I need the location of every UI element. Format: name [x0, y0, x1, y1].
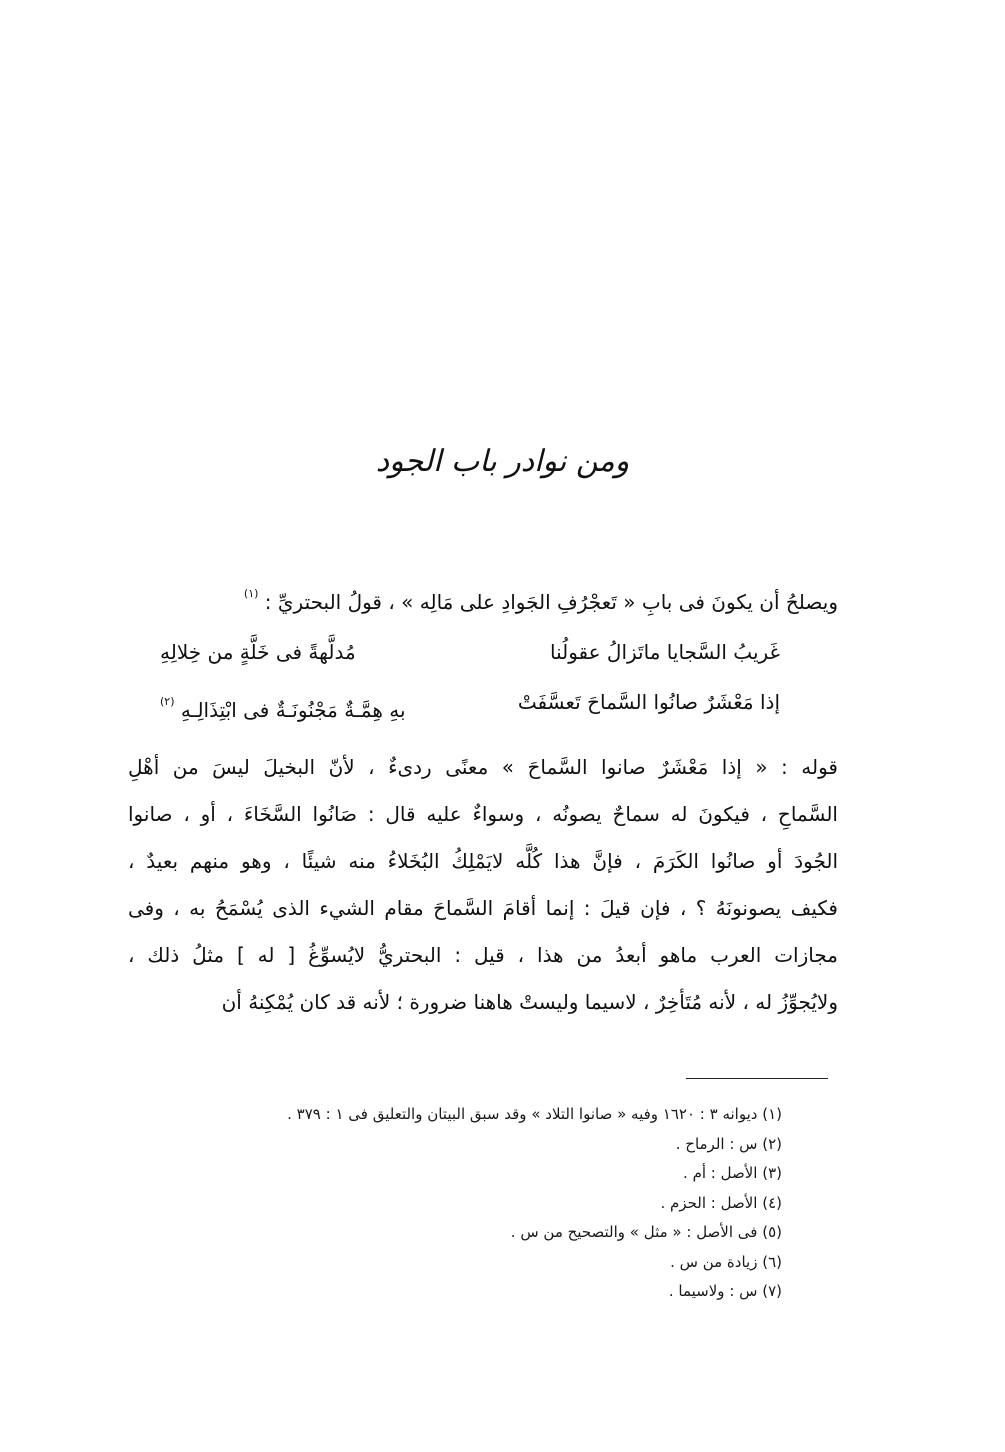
footnote-divider [686, 1078, 828, 1079]
footnotes [160, 1100, 782, 1307]
footnote-2: (٢) س : الرماح . [675, 1134, 782, 1153]
paragraph-line: مجازات العرب ماهو أبعدُ من هذا ، قيل : البحتريُّ لايُسوِّغُ [ له ] مثلُ ذلك ، [128, 943, 838, 967]
footnote-4: (٤) الأصل : الحزم . [660, 1193, 782, 1212]
intro-line [128, 572, 838, 624]
footnote-marker-1: (١) [243, 587, 259, 600]
verse-1 [160, 632, 780, 672]
footnote-1: (١) ديوانه ٣ : ١٦٢٠ وفيه « صانوا التلاد » وقد سبق البيتان والتعليق فى ١ : ٣٧٩ . [287, 1105, 782, 1123]
verse-1-first-hemistich: غَريبُ السَّجايا ماتَزالُ عقولُنا [549, 640, 780, 664]
verse-2-second-hemistich-text: بهِ هِمَّـةٌ مَجْنُونَـةٌ فى ابْتِذَالِـهِ [180, 698, 406, 722]
intro-text: ويصلحُ أن يكونَ فى بابِ « تَعجْرُفِ الجَوادِ على مَالِه » ، قولُ البحتريِّ : [264, 590, 838, 614]
verse-2-second-hemistich [160, 682, 406, 730]
paragraph-line: فكيف يصونونَهُ ؟ ، فإن قيلَ : إنما أقامَ السَّماحَ مقام الشيء الذى يُسْمَحُ به ، وفى [128, 896, 838, 920]
paragraph-line: ولايُجوِّزُ له ، لأنه مُتَأخِرٌ ، لاسيما وليستْ هاهنا ضرورة ؛ لأنه قد كان يُمْكِنهُ أن [221, 990, 838, 1014]
verse-2 [160, 682, 780, 722]
paragraph-line: السَّماحِ ، فيكونَ له سماحٌ يصونُه ، وسواءٌ عليه قال : صَانُوا السَّخَاءَ ، أو ، صانوا [128, 802, 838, 826]
footnote-5: (٥) فى الأصل : « مثل » والتصحيح من س . [510, 1223, 782, 1241]
footnote-3: (٣) الأصل : أم . [683, 1164, 782, 1182]
chapter-title: ومن نوادر باب الجود [375, 444, 630, 479]
footnote-7: (٧) س : ولاسيما . [668, 1282, 782, 1300]
footnote-6: (٦) زيادة من س . [670, 1252, 782, 1271]
verse-2-first-hemistich: إذا مَعْشَرٌ صانُوا السَّماحَ تَعسَّفَتْ [517, 690, 780, 714]
paragraph-line: الجُودَ أو صانُوا الكَرَمَ ، فإنَّ هذا كُلَّه لايَمْلِكُ البُخَلاءُ منه شيئًا ، وهو منهم بعيدٌ ، [128, 849, 838, 873]
paragraph-line: قوله : « إذا مَعْشَرٌ صانوا السَّماحَ » معنًى ردىءٌ ، لأنّ البخيلَ ليسَ من أهْلِ [128, 755, 838, 779]
verse-1-second-hemistich: مُدلَّهةً فى خَلَّةٍ من خِلالِهِ [160, 640, 356, 664]
footnote-marker-2: (٢) [160, 695, 175, 708]
commentary-paragraph [128, 744, 838, 1026]
